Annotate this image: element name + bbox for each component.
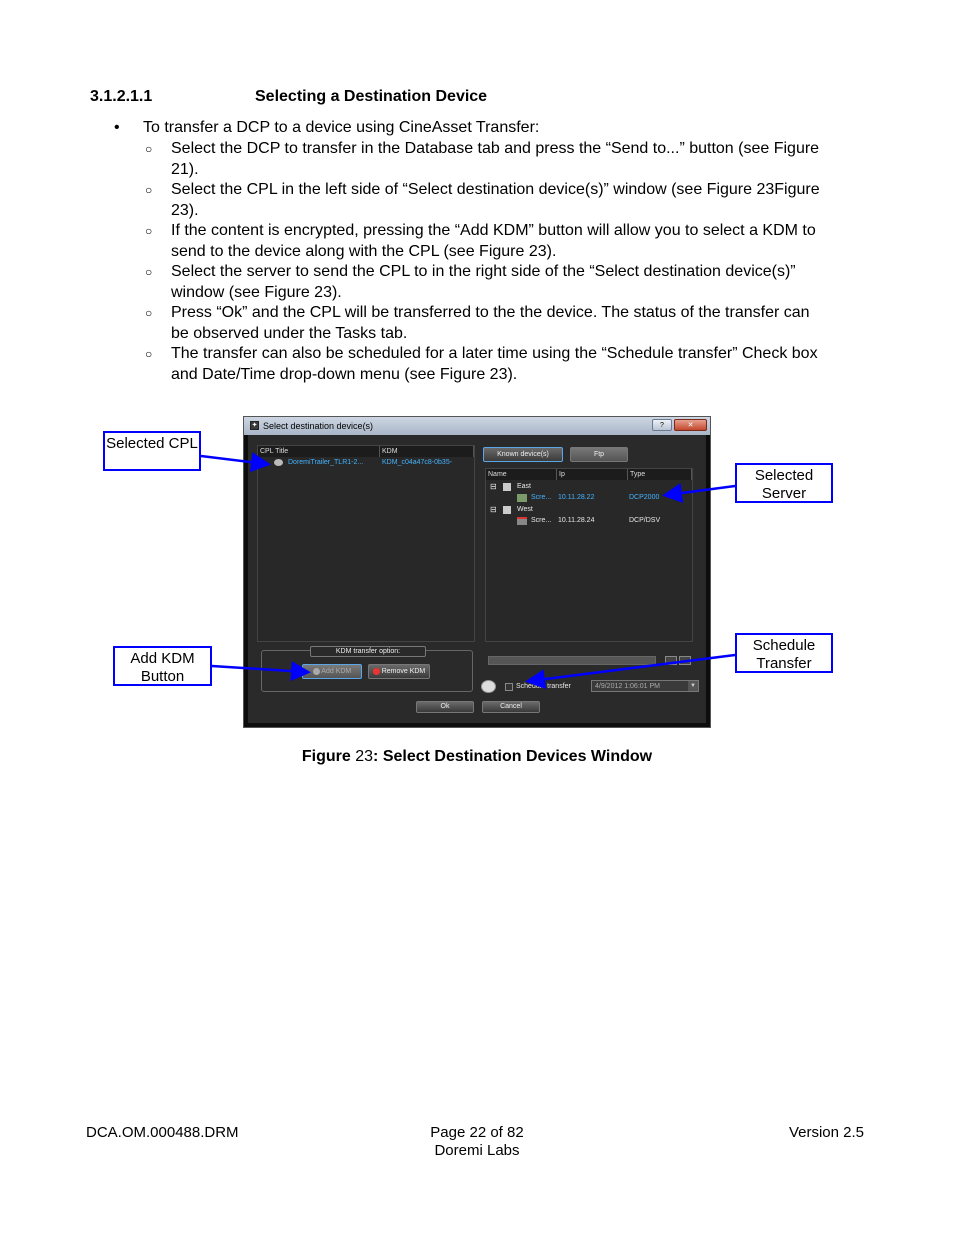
dialog-titlebar (244, 417, 710, 435)
sub-bullet-marker: ○ (145, 306, 153, 320)
schedule-checkbox[interactable] (505, 683, 513, 691)
sub-bullet-marker: ○ (145, 347, 153, 361)
list-item-line: and Date/Time drop-down menu (see Figure 23). (171, 365, 518, 383)
list-item-line: send to the device along with the CPL (see Figure 23). (171, 242, 557, 260)
figure-caption (0, 748, 954, 766)
list-item-line: window (see Figure 23). (171, 283, 342, 301)
callout-text: Server (761, 485, 807, 502)
device-type-cell: DCP2000 (629, 494, 660, 501)
callout-selected-cpl (103, 431, 201, 471)
list-item-text (171, 221, 871, 262)
server-group-icon (503, 483, 511, 491)
server-offline-icon (517, 517, 527, 525)
cpl-kdm-cell: KDM_c04a47c8-0b35- (382, 459, 453, 466)
callout-text: Selected (754, 467, 814, 484)
footer-company: Doremi Labs (434, 1142, 520, 1159)
cpl-list-panel (257, 445, 475, 642)
type-header[interactable]: Type (628, 469, 692, 480)
list-item-line: 23). (171, 201, 199, 219)
list-item (145, 303, 152, 324)
list-item (145, 344, 152, 365)
kdm-header[interactable]: KDM (380, 446, 474, 457)
tab-known-devices[interactable]: Known device(s) (483, 447, 563, 462)
bullet-text: To transfer a DCP to a device using CineAsset Transfer: (143, 119, 540, 136)
cpl-title-header[interactable]: CPL Title (258, 446, 380, 457)
schedule-label: Schedule transfer (516, 683, 571, 690)
add-kdm-label: Add KDM (321, 668, 352, 675)
callout-add-kdm (113, 646, 212, 686)
footer-doc-id: DCA.OM.000488.DRM (86, 1124, 239, 1141)
list-item-line: Select the server to send the CPL to in the right side of the “Select destination device(s)” (171, 263, 796, 280)
device-ip-cell: 10.11.28.24 (558, 517, 595, 524)
cpl-title-cell: DoremiTrailer_TLR1-2... (288, 459, 364, 466)
list-item (145, 262, 152, 283)
list-item-line: Select the CPL in the left side of “Select destination device(s)” window (see Figure 23Figure (171, 181, 820, 198)
nav-arrow-icon[interactable] (665, 656, 677, 665)
callout-text: Add KDM (130, 650, 195, 667)
device-ip-cell: 10.11.28.22 (558, 494, 595, 501)
caption-separator: : (373, 748, 379, 765)
select-destination-dialog (243, 416, 711, 728)
remove-icon (373, 668, 380, 675)
list-item-text (171, 344, 871, 385)
ip-header[interactable]: Ip (557, 469, 628, 480)
list-item (145, 180, 152, 201)
list-item-line: 21). (171, 160, 199, 178)
ok-button[interactable]: Ok (416, 701, 474, 713)
add-kdm-button[interactable] (302, 664, 362, 679)
list-item-line: be observed under the Tasks tab. (171, 324, 408, 342)
section-title: Selecting a Destination Device (255, 88, 488, 105)
list-item-text (171, 139, 871, 180)
sub-bullet-marker: ○ (145, 142, 153, 156)
server-group-icon (503, 506, 511, 514)
footer-page: Page 22 of 82 (430, 1124, 524, 1141)
kdm-option-group (261, 650, 473, 692)
dialog-title: Select destination device(s) (263, 421, 374, 431)
list-item (145, 139, 152, 160)
list-item-text (171, 180, 871, 221)
caption-prefix: Figure (301, 748, 351, 765)
device-row[interactable] (486, 516, 692, 527)
sub-bullet-marker: ○ (145, 224, 153, 238)
group-row-east[interactable] (486, 482, 692, 493)
list-item-text (171, 303, 871, 344)
schedule-datetime-dropdown[interactable] (591, 680, 699, 692)
device-row[interactable] (486, 493, 692, 504)
cpl-icon (274, 459, 283, 466)
device-name-cell: Scre... (531, 517, 552, 524)
list-item (145, 221, 152, 242)
sub-bullet-marker: ○ (145, 183, 153, 197)
bullet-marker: • (114, 119, 120, 136)
app-icon: ✦ (251, 422, 258, 429)
callout-selected-server (735, 463, 833, 503)
list-item-line: If the content is encrypted, pressing the “Add KDM” button will allow you to select a KDM to (171, 222, 816, 239)
collapse-icon[interactable]: ⊟ (490, 505, 497, 514)
cancel-button[interactable]: Cancel (482, 701, 540, 713)
tab-ftp[interactable]: Ftp (570, 447, 628, 462)
device-name-cell: Scre... (531, 494, 552, 501)
dialog-body (248, 435, 706, 723)
name-header[interactable]: Name (486, 469, 557, 480)
callout-text: Selected CPL (106, 435, 198, 452)
group-name: East (517, 483, 532, 490)
callout-schedule-transfer (735, 633, 833, 673)
remove-kdm-button[interactable] (368, 664, 430, 679)
clock-icon (481, 680, 496, 693)
list-item-line: The transfer can also be scheduled for a later time using the “Schedule transfer” Check box (171, 345, 818, 362)
nav-arrow-icon[interactable] (679, 656, 691, 665)
device-list-panel (485, 468, 693, 642)
footer-version: Version 2.5 (788, 1124, 864, 1141)
caption-number: 23 (355, 748, 374, 765)
device-type-cell: DCP/DSV (629, 517, 661, 524)
schedule-datetime-value: 4/9/2012 1:06:01 PM (595, 683, 660, 690)
list-item-text (171, 262, 871, 303)
help-button[interactable]: ? (652, 419, 672, 431)
group-name: West (517, 506, 533, 513)
callout-text: Transfer (756, 655, 812, 672)
add-icon (313, 668, 320, 675)
callout-text: Schedule (752, 637, 816, 654)
remove-kdm-label: Remove KDM (381, 668, 426, 675)
close-button[interactable]: ✕ (674, 419, 707, 431)
list-item-line: Select the DCP to transfer in the Database tab and press the “Send to...” button (see Figure (171, 140, 820, 157)
collapse-icon[interactable]: ⊟ (490, 482, 497, 491)
callout-text: Button (140, 668, 185, 685)
server-icon (517, 494, 527, 502)
sub-bullet-marker: ○ (145, 265, 153, 279)
section-number: 3.1.2.1.1 (90, 88, 153, 105)
cpl-row[interactable] (258, 458, 474, 469)
list-item-line: Press “Ok” and the CPL will be transferred to the the device. The status of the transfer can (171, 304, 810, 321)
chevron-down-icon: ▼ (688, 681, 698, 691)
group-row-west[interactable] (486, 505, 692, 516)
caption-title: Select Destination Devices Window (382, 748, 653, 765)
kdm-option-label: KDM transfer option: (310, 646, 426, 657)
device-list-scrollbar[interactable] (488, 656, 656, 665)
